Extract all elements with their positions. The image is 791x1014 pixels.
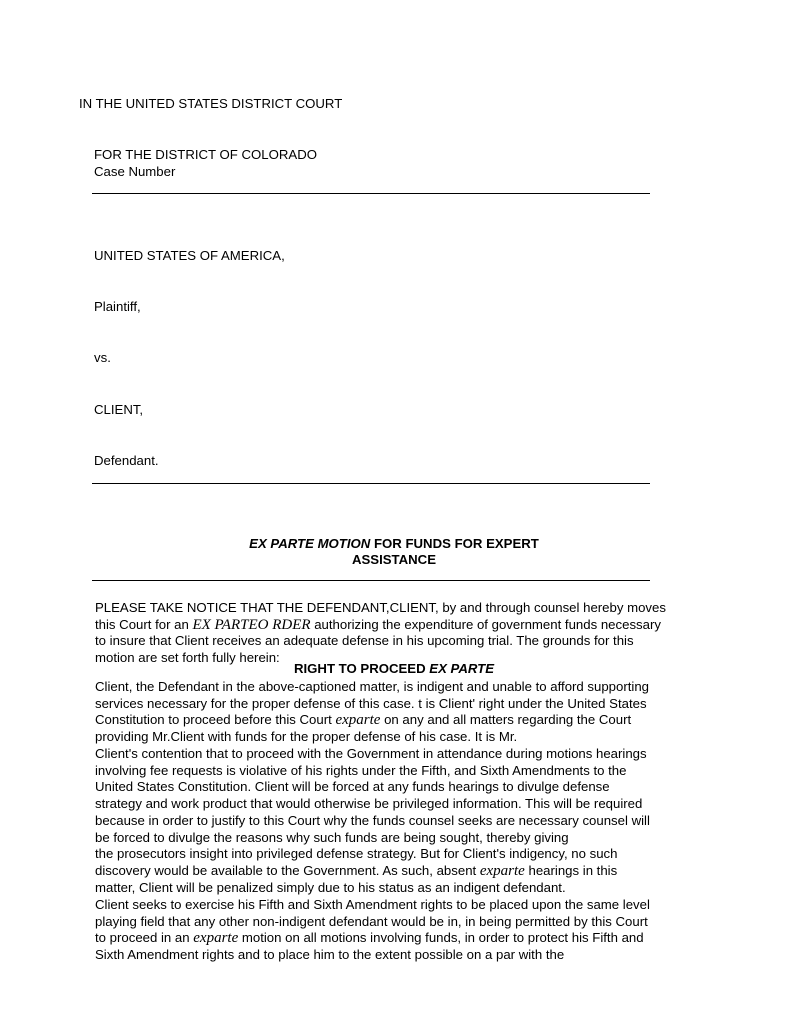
body-line: because in order to justify to this Court why the funds counsel seeks are necessary counsel will (95, 812, 650, 828)
defendant-role: Defendant. (94, 453, 159, 468)
plaintiff-name: UNITED STATES OF AMERICA, (94, 248, 285, 263)
body-line: playing field that any other non-indigent defendant would be in, in being permitted by this Court (95, 913, 648, 929)
body-line: United States Constitution. Client will be forced at any funds hearings to divulge defense (95, 779, 610, 795)
district-name: FOR THE DISTRICT OF COLORADO (94, 147, 317, 162)
body-line: services necessary for the proper defense of this case. t is Client' right under the United States (95, 695, 647, 711)
intro-line: PLEASE TAKE NOTICE THAT THE DEFENDANT,CLIENT, by and through counsel hereby moves (95, 600, 666, 615)
body-line: be forced to divulge the reasons why such funds are being sought, thereby giving (95, 829, 569, 845)
exparte-italic: exparte (193, 930, 239, 947)
paragraph-1 (95, 679, 710, 746)
title-rule (92, 580, 650, 581)
case-number-label: Case Number (94, 164, 176, 179)
intro-line: to insure that Client receives an adequate defense in his upcoming trial. The grounds for this (95, 633, 634, 649)
body-line: to proceed in an exparte motion on all motions involving funds, in order to protect his Fifth and (95, 930, 644, 947)
plaintiff-role: Plaintiff, (94, 299, 141, 314)
body-line: strategy and work product that would otherwise be privileged information. This will be required (95, 796, 643, 812)
motion-title (94, 536, 694, 568)
versus: vs. (94, 350, 111, 365)
body-line: Client seeks to exercise his Fifth and Sixth Amendment rights to be placed upon the same level (95, 897, 650, 912)
paragraph-2 (95, 746, 710, 896)
exparte-italic: exparte (479, 862, 525, 879)
section-heading-italic: EX PARTE (429, 661, 495, 676)
body-line: Constitution to proceed before this Court exparte on any and all matters regarding the Court (95, 712, 632, 729)
intro-line: motion are set forth fully herein: (95, 650, 280, 666)
title-italic: EX PARTE MOTION (249, 536, 371, 551)
exparte-italic: exparte (335, 712, 381, 729)
title-line2: ASSISTANCE (351, 552, 437, 567)
title-rest: FOR FUNDS FOR EXPERT (370, 536, 539, 551)
paragraph-3 (95, 897, 710, 964)
section-heading: RIGHT TO PROCEED EX PARTE (293, 661, 495, 676)
intro-paragraph (95, 600, 710, 667)
body-line: discovery would be available to the Government. As such, absent exparte hearings in this (95, 862, 618, 879)
body-line: Client's contention that to proceed with the Government in attendance during motions hearings (95, 746, 647, 761)
defendant-name: CLIENT, (94, 402, 144, 417)
caption-rule-bottom (92, 483, 650, 484)
body-line: matter, Client will be penalized simply due to his status as an indigent defendant. (95, 879, 566, 895)
body-line: involving fee requests is violative of his rights under the Fifth, and Sixth Amendments to the (95, 762, 627, 778)
ex-parte-order-italic: EX PARTEO RDER (192, 616, 311, 633)
caption-rule-top (92, 193, 650, 194)
body-line: Client, the Defendant in the above-captioned matter, is indigent and unable to afford supporting (95, 679, 650, 694)
body-line: Sixth Amendment rights and to place him to the extent possible on a par with the (95, 947, 565, 963)
body-line: the prosecutors insight into privileged defense strategy. But for Client's indigency, no such (95, 846, 618, 862)
body-line: providing Mr.Client with funds for the proper defense of his case. It is Mr. (95, 729, 518, 745)
intro-line: this Court for an EX PARTEO RDER authorizing the expenditure of government funds necessary (95, 616, 661, 633)
court-name: IN THE UNITED STATES DISTRICT COURT (79, 96, 343, 111)
